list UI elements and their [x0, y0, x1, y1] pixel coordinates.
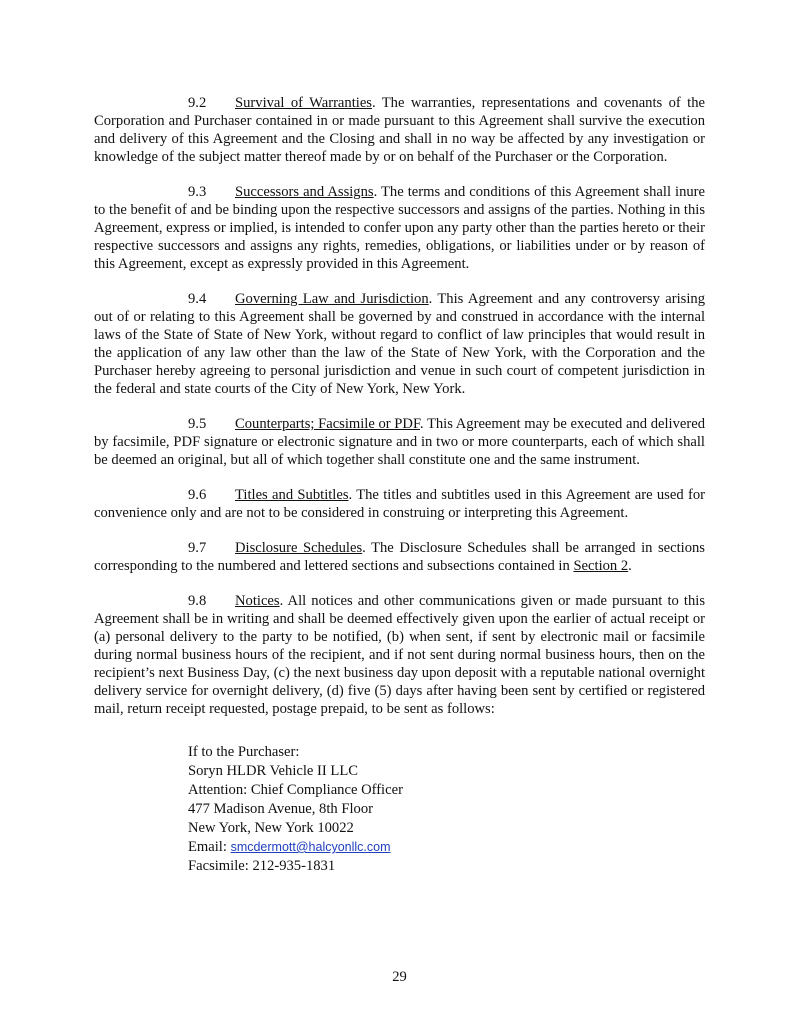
section-number: 9.4 — [188, 291, 207, 307]
section-9-4 — [94, 290, 705, 398]
section-9-8 — [94, 592, 705, 718]
section-number: 9.7 — [188, 540, 207, 556]
section-heading: Notices — [235, 593, 280, 609]
page-number: 29 — [392, 969, 407, 985]
document-page — [94, 94, 705, 876]
section-body: . This Agreement and any controversy arising out of or relating to this Agreement shall be governed by and construed in accordance with the internal laws of the State of State of New York, without regard to conflict of law principles that would result in the application of any law other than the law of the State of New York, with the Corporation and the Purchaser hereby agreeing to personal jurisdiction and venue in such court of competent jurisdiction in the federal and state courts of the City of New York, New York. — [94, 291, 705, 397]
section-heading: Disclosure Schedules — [235, 540, 363, 556]
section-9-6 — [94, 486, 705, 522]
section-number: 9.5 — [188, 416, 207, 432]
address-facsimile: Facsimile: 212-935-1831 — [188, 858, 336, 874]
section-9-5 — [94, 415, 705, 469]
section-9-7 — [94, 539, 705, 575]
section-heading: Titles and Subtitles — [235, 487, 349, 503]
section-body: . The warranties, representations and covenants of the Corporation and Purchaser contained in or made pursuant to this Agreement shall survive the execution and delivery of this Agreement and the Closing and shall in no way be affected by any investigation or knowledge of the subject matter thereof made by or on behalf of the Purchaser or the Corporation. — [94, 95, 705, 165]
address-attention: Attention: Chief Compliance Officer — [188, 782, 403, 798]
section-body: . The Disclosure Schedules shall be arranged in sections corresponding to the numbered and lettered sections and subsections contained in — [94, 540, 705, 574]
section-number: 9.6 — [188, 487, 207, 503]
section-cross-reference: Section 2 — [573, 558, 629, 574]
address-name: Soryn HLDR Vehicle II LLC — [188, 763, 358, 779]
section-number: 9.8 — [188, 593, 207, 609]
notice-address-block — [188, 743, 705, 876]
email-label: Email: — [188, 839, 231, 855]
section-body-tail: . — [628, 558, 632, 574]
section-number: 9.2 — [188, 95, 207, 111]
section-9-3 — [94, 183, 705, 273]
section-body: . All notices and other communications given or made pursuant to this Agreement shall be in writing and shall be deemed effectively given upon the earlier of actual receipt or (a) personal delivery to the party to be notified, (b) when sent, if sent by electronic mail or facsimile during normal business hours of the recipient, and if not sent during normal business hours, then on the recipient’s next Business Day, (c) the next business day upon deposit with a reputable national overnight delivery service for overnight delivery, (d) five (5) days after having been sent by certified or registered mail, return receipt requested, postage prepaid, to be sent as follows: — [94, 593, 705, 717]
section-body: . This Agreement may be executed and delivered by facsimile, PDF signature or electronic signature and in two or more counterparts, each of which shall be deemed an original, but all of which together shall constitute one and the same instrument. — [94, 416, 705, 468]
address-email-line — [188, 838, 705, 857]
section-number: 9.3 — [188, 184, 207, 200]
section-heading: Counterparts; Facsimile or PDF — [235, 416, 420, 432]
email-link[interactable]: smcdermott@halcyonllc.com — [230, 840, 391, 854]
section-heading: Successors and Assigns — [235, 184, 374, 200]
section-heading: Governing Law and Jurisdiction — [235, 291, 429, 307]
section-body: . The titles and subtitles used in this Agreement are used for convenience only and are not to be considered in construing or interpreting this Agreement. — [94, 487, 705, 521]
address-street: 477 Madison Avenue, 8th Floor — [188, 801, 373, 817]
address-city: New York, New York 10022 — [188, 820, 354, 836]
section-body: . The terms and conditions of this Agreement shall inure to the benefit of and be binding upon the respective successors and assigns of the parties. Nothing in this Agreement, express or implied, is intended to confer upon any party other than the parties hereto or their respective successors and assigns any rights, remedies, obligations, or liabilities under or by reason of this Agreement, except as expressly provided in this Agreement. — [94, 184, 706, 272]
section-9-2 — [94, 94, 705, 166]
section-heading: Survival of Warranties — [235, 95, 372, 111]
address-intro: If to the Purchaser: — [188, 744, 300, 760]
